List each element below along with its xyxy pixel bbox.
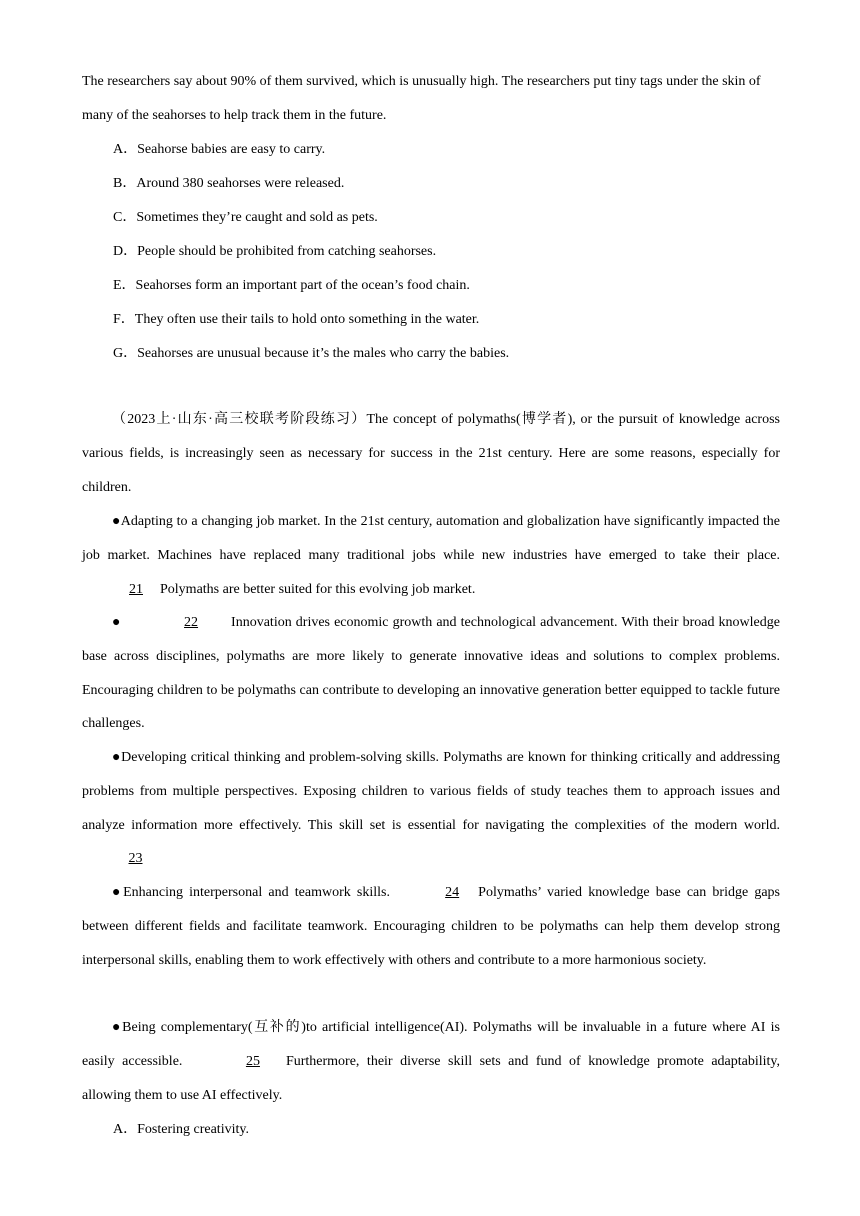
paragraph-teamwork xyxy=(82,876,780,977)
option-fostering-creativity: A．Fostering creativity. xyxy=(113,1122,249,1137)
paragraph-critical-thinking xyxy=(82,741,780,876)
blank-24[interactable]: 24 xyxy=(445,885,460,900)
option-b: B．Around 380 seahorses were released. xyxy=(113,176,345,191)
paragraph-job-market xyxy=(82,505,780,606)
paragraph-innovation xyxy=(82,606,780,741)
paragraph-text: ●Adapting to a changing job market. In the 21st century, automation and globalization have significantly impacted the job market. Machines have replaced many traditional jobs while new industries have emerged to take their place. xyxy=(82,514,780,563)
paragraph-text: ●Developing critical thinking and problem-solving skills. Polymaths are known for thinking critically and addressing problems from multiple perspectives. Exposing children to various fields of study teaches them to approach issues and analyze information more effectively. This skill set is essential for navigating the complexities of the modern world. xyxy=(82,750,780,833)
paragraph-text: ●Enhancing interpersonal and teamwork skills. xyxy=(112,885,390,900)
paragraph-text: Polymaths’ varied knowledge base can bridge gaps between different fields and facilitate teamwork. Encouraging children to be polymaths can help them develop strong interpersonal skills, enabling them to work effectively with others and contribute to a more harmonious society. xyxy=(82,885,781,968)
option-a: A．Seahorse babies are easy to carry. xyxy=(113,142,326,157)
option-f: F．They often use their tails to hold onto something in the water. xyxy=(113,312,480,327)
option-g: G．Seahorses are unusual because it’s the males who carry the babies. xyxy=(113,346,510,361)
paragraph-text: Polymaths are better suited for this evolving job market. xyxy=(160,581,476,597)
option-c: C．Sometimes they’re caught and sold as pets. xyxy=(113,210,378,225)
paragraph-text: Innovation drives economic growth and technological advancement. With their broad knowledge base across disciplines, polymaths are more likely to generate innovative ideas and solutions to complex problems. Encouraging children to be polymaths can contribute to developing an innovative generation better equipped to tackle future challenges. xyxy=(82,615,780,732)
blank-23[interactable]: 23 xyxy=(128,851,143,867)
source-label: （2023上·山东·高三校联考阶段练习） xyxy=(112,412,367,427)
blank-25[interactable]: 25 xyxy=(245,1053,260,1069)
option-d: D．People should be prohibited from catching seahorses. xyxy=(113,244,437,259)
intro-text: The concept of polymaths(博学者), or the pursuit of knowledge across various fields, is increasingly seen as necessary for success in the 21st century. Here are some reasons, especially for children. xyxy=(82,412,780,495)
passage2-intro xyxy=(82,403,780,504)
blank-22[interactable]: 22 xyxy=(184,615,199,630)
intro-paragraph: The researchers say about 90% of them survived, which is unusually high. The researchers put tiny tags under the skin of many of the seahorses to help track them in the future. xyxy=(82,74,761,123)
bullet: ● xyxy=(112,615,122,630)
blank-21[interactable]: 21 xyxy=(129,581,143,597)
paragraph-text: ●Being complementary(互补的)to artificial intelligence(AI). Polymaths will be invaluable in a future where AI is easily accessible. xyxy=(82,1020,780,1069)
paragraph-ai xyxy=(82,1011,780,1112)
option-e: E．Seahorses form an important part of the ocean’s food chain. xyxy=(113,278,470,293)
paragraph-text: Furthermore, their diverse skill sets and fund of knowledge promote adaptability, allowing them to use AI effectively. xyxy=(82,1053,781,1103)
